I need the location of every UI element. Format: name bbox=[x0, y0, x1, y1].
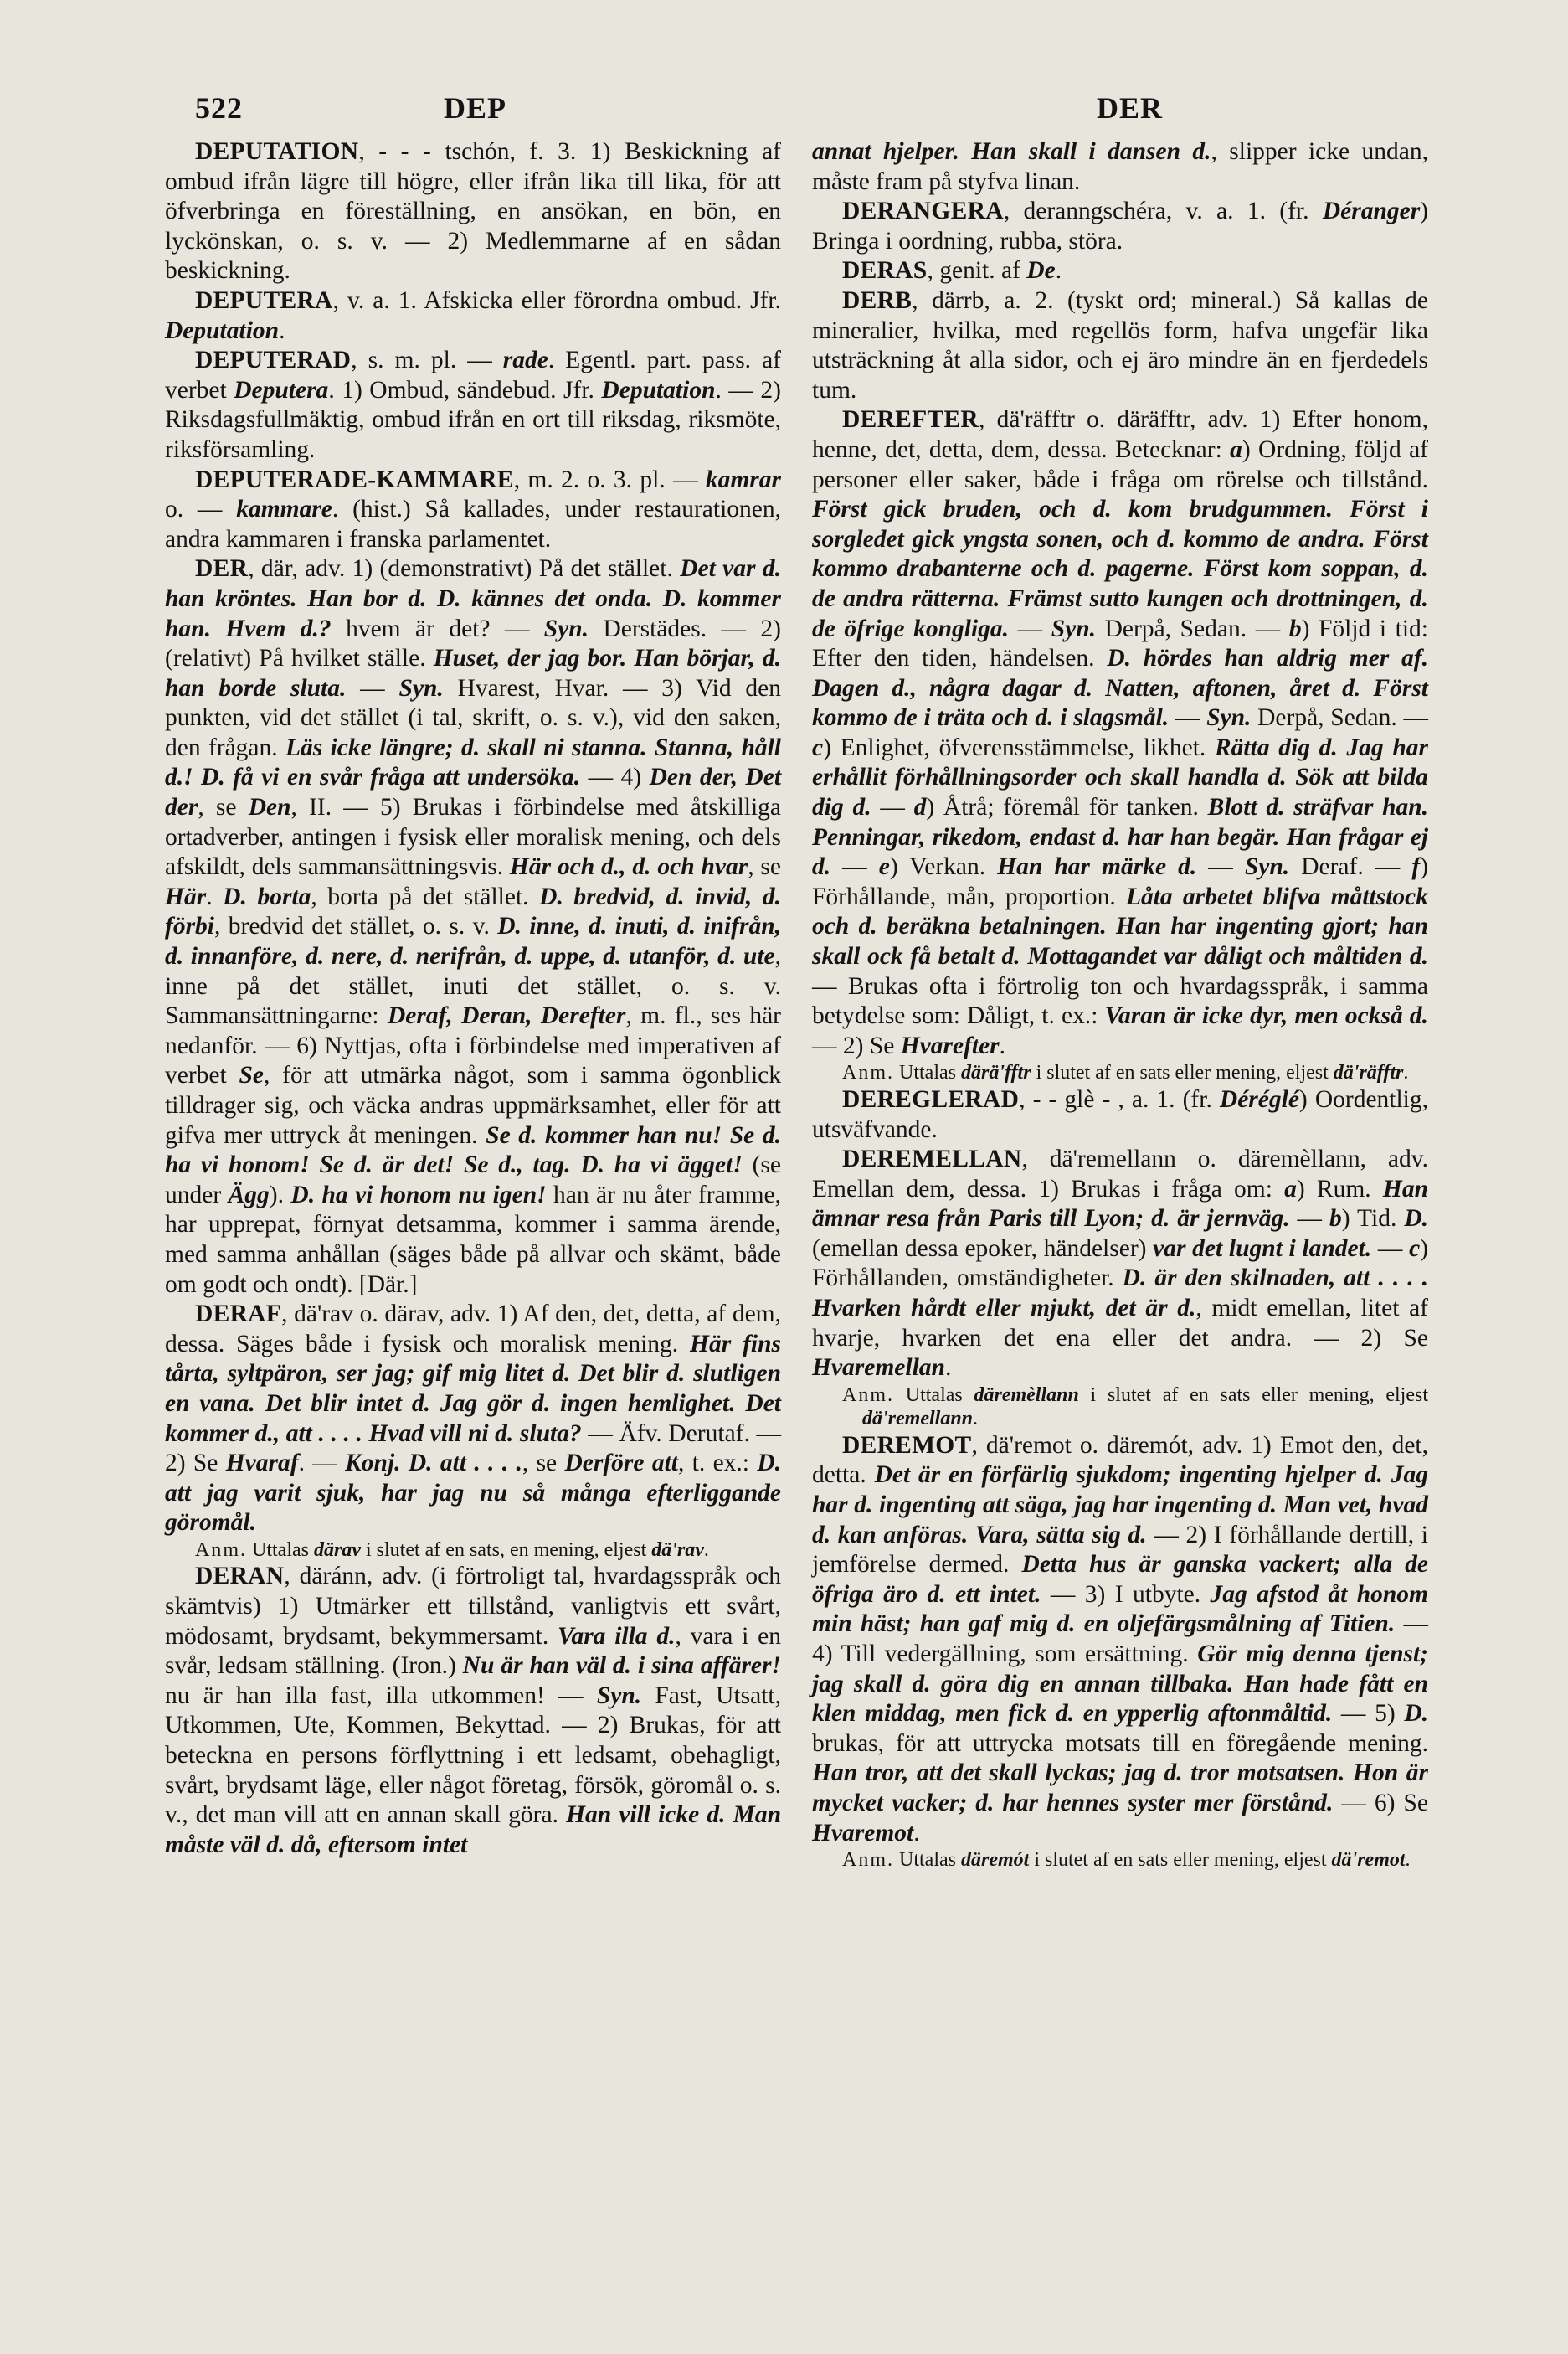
right-running-head: DER bbox=[1097, 91, 1164, 125]
entry-deputation: DEPUTATION, - - - tschón, f. 3. 1) Beskickning af ombud ifrån lägre till högre, eller ifrån lika till lika, för att öfverbringa en föreställning, en ansökan, en bön, en lyckönskan, o. s. v. — 2) Medlemmarne af en sådan beskickning. bbox=[165, 138, 781, 285]
entry-dereglerad: DEREGLERAD, - - glè - , a. 1. (fr. Déréglé) Oordentlig, utsväfvande. bbox=[812, 1085, 1429, 1143]
entry-deran-continued: annat hjelper. Han skall i dansen d., slipper icke undan, måste fram på styfva linan. bbox=[812, 138, 1428, 195]
entry-der: DER, där, adv. 1) (demonstrativt) På det stället. Det var d. han kröntes. Han bor d. D. kännes det onda. D. kommer han. Hvem d.? hvem är det? — Syn. Derstädes. — 2) (relativt) På hvilket ställe. Huset, der jag bor. Han börjar, d. han borde sluta. — Syn. Hvarest, Hvar. — 3) Vid den punkten, vid det stället (i tal, skrift, o. s. v.), vid den saken, den frågan. Läs icke längre; d. skall ni stanna. Stanna, håll d.! D. få vi en svår fråga att undersöka. — 4) Den der, Det der, se Den, II. — 5) Brukas i förbindelse med åtskilliga ortadverber, antingen i fysisk eller moralisk mening, och dels afskildt, dels sammansättningsvis. Här och d., d. och hvar, se Här. D. borta, borta på det stället. D. bredvid, d. invid, d. förbi, bredvid det stället, o. s. v. D. inne, d. inuti, d. inifrån, d. innanföre, d. nere, d. nerifrån, d. uppe, d. utanför, d. ute, inne på det stället, inuti det stället, o. s. v. Sammansättningarne: Deraf, Deran, Derefter, m. fl., ses här nedanför. — 6) Nyttjas, ofta i förbindelse med imperativen af verbet Se, för att utmärka något, som i samma ögonblick tilldrager sig, och väcka andras uppmärksamhet, eller för att gifva mer uttryck åt meningen. Se d. kommer han nu! Se d. ha vi honom! Se d. är det! Se d., tag. D. ha vi ägget! (se under Ägg). D. ha vi honom nu igen! han är nu åter framme, har upprepat, förnyat detsamma, kommer i samma ärende, med samma anhållan (säges både på allvar och skämt, både om godt och ondt). [Där.] bbox=[165, 555, 782, 1298]
entry-deputera: DEPUTERA, v. a. 1. Afskicka eller förordna ombud. Jfr. Deputation. bbox=[165, 286, 781, 344]
entry-derefter: DEREFTER, dä'räfftr o. däräfftr, adv. 1) Efter honom, henne, det, detta, dem, dessa. Betecknar: a) Ordning, följd af personer eller saker, både i fråga om rörelse och tillstånd. Först gick bruden, och d. kom brudgummen. Först i sorgledet gick yngsta sonen, och d. kommo de andra. Först kommo drabanterne och d. pagerne. Först kom soppan, d. de andra rätterna. Främst sutto kungen och drottningen, d. de öfrige kongliga. — Syn. Derpå, Sedan. — b) Följd i tid: Efter den tiden, händelsen. D. hördes han aldrig mer af. Dagen d., några dagar d. Natten, aftonen, året d. Först kommo de i träta och d. i slagsmål. — Syn. Derpå, Sedan. — c) Enlighet, öfverensstämmelse, likhet. Rätta dig d. Jag har erhållit förhållningsorder och skall handla d. Sök att bilda dig d. — d) Åtrå; föremål för tanken. Blott d. sträfvar han. Penningar, rikedom, endast d. har han begär. Han frågar ej d. — e) Verkan. Han har märke d. — Syn. Deraf. — f) Förhållande, mån, proportion. Låta arbetet blifva måttstock och d. beräkna betalningen. Han har ingenting gjort; han skall ock få betalt d. Mottagandet var dåligt och måltiden d. — Brukas ofta i förtrolig ton och hvardagsspråk, i samma betydelse som: Dåligt, t. ex.: Varan är icke dyr, men också d. — 2) Se Hvarefter. bbox=[812, 406, 1429, 1059]
note-deremellan: Anm. Uttalas däremèllann i slutet af en sats eller mening, eljest dä'remellann. bbox=[842, 1383, 1428, 1430]
entry-derangera: DERANGERA, deranngschéra, v. a. 1. (fr. Déranger) Bringa i oordning, rubba, störa. bbox=[812, 198, 1428, 255]
right-column bbox=[812, 137, 1428, 1872]
note-deraf: Anm. Uttalas därav i slutet af en sats, en mening, eljest dä'rav. bbox=[195, 1538, 709, 1561]
page-number: 522 bbox=[195, 91, 243, 125]
entry-deraf: DERAF, dä'rav o. därav, adv. 1) Af den, det, detta, af dem, dessa. Säges både i fysisk och moralisk mening. Här fins tårta, syltpäron, ser jag; gif mig litet d. Det blir d. slutligen en vana. Det blir intet d. Jag gör d. ingen hemlighet. Det kommer d., att . . . . Hvad vill ni d. sluta? — Äfv. Derutaf. — 2) Se Hvaraf. — Konj. D. att . . . ., se Derföre att, t. ex.: D. att jag varit sjuk, har jag nu så många efterliggande göromål. bbox=[165, 1301, 782, 1537]
entry-derb: DERB, därrb, a. 2. (tyskt ord; mineral.) Så kallas de mineralier, hvilka, med regellös form, hafva ungefär lika utsträckning åt alla sidor, och ej äro mindre än en fjerdedels tum. bbox=[812, 286, 1428, 404]
entry-deras: DERAS, genit. af De. bbox=[842, 257, 1062, 285]
entry-deran: DERAN, däránn, adv. (i förtroligt tal, hvardagsspråk och skämtvis) 1) Utmärker ett tillstånd, vanligtvis ett svårt, mödosamt, brydsamt, bekymmersamt. Vara illa d., vara i en svår, ledsam ställning. (Iron.) Nu är han väl d. i sina affärer! nu är han illa fast, illa utkommen! — Syn. Fast, Utsatt, Utkommen, Ute, Kommen, Bekyttad. — 2) Brukas, för att beteckna en persons förflyttning i ett ledsamt, obehagligt, svårt, brydsamt läge, eller något företag, försök, göromål o. s. v., det man vill att en annan skall göra. Han vill icke d. Man måste väl d. då, eftersom intet bbox=[165, 1563, 781, 1858]
note-derefter: Anm. Uttalas därä'fftr i slutet af en sats eller mening, eljest dä'räfftr. bbox=[842, 1062, 1409, 1084]
entry-deremellan: DEREMELLAN, dä'remellann o. däremèllann, adv. Emellan dem, dessa. 1) Brukas i fråga om: a) Rum. Han ämnar resa från Paris till Lyon; d. är jernväg. — b) Tid. D. (emellan dessa epoker, händelser) var det lugnt i landet. — c) Förhållanden, omständigheter. D. är den skilnaden, att . . . . Hvarken hårdt eller mjukt, det är d., midt emellan, litet af hvarje, hvarken det ena eller det andra. — 2) Se Hvaremellan. bbox=[812, 1146, 1429, 1382]
entry-deremot: DEREMOT, dä'remot o. däremót, adv. 1) Emot den, det, detta. Det är en förfärlig sjukdom; ingenting hjelper d. Jag har d. ingenting att säga, jag har ingenting d. Man vet, hvad d. kan anföras. Vara, sätta sig d. — 2) I förhållande dertill, i jemförelse dermed. Detta hus är ganska vackert; alla de öfriga äro d. ett intet. — 3) I utbyte. Jag afstod åt honom min häst; han gaf mig d. en oljefärgsmålning af Titien. — 4) Till vedergällning, som ersättning. Gör mig denna tjenst; jag skall d. göra dig en annan tillbaka. Han hade fått en klen middag, men fick d. en ypperlig aftonmåltid. — 5) D. brukas, för att uttrycka motsats till en föregående mening. Han tror, att det skall lyckas; jag d. tror motsatsen. Hon är mycket vacker; d. har hennes syster mer förstånd. — 6) Se Hvaremot. bbox=[812, 1431, 1429, 1847]
entry-deputerad: DEPUTERAD, s. m. pl. — rade. Egentl. part. pass. af verbet Deputera. 1) Ombud, sändebud. Jfr. Deputation. — 2) Riksdagsfullmäktig, ombud ifrån en ort till riksdag, riksmöte, riksförsamling. bbox=[165, 347, 781, 463]
note-deremot: Anm. Uttalas däremót i slutet af en sats eller mening, eljest dä'remot. bbox=[842, 1849, 1411, 1872]
left-column bbox=[165, 137, 781, 1860]
entry-deputerade-kammare: DEPUTERADE-KAMMARE, m. 2. o. 3. pl. — kamrar o. — kammare. (hist.) Så kallades, under restaurationen, andra kammaren i franska parlamentet. bbox=[165, 466, 781, 553]
left-running-head: DEP bbox=[444, 91, 506, 125]
